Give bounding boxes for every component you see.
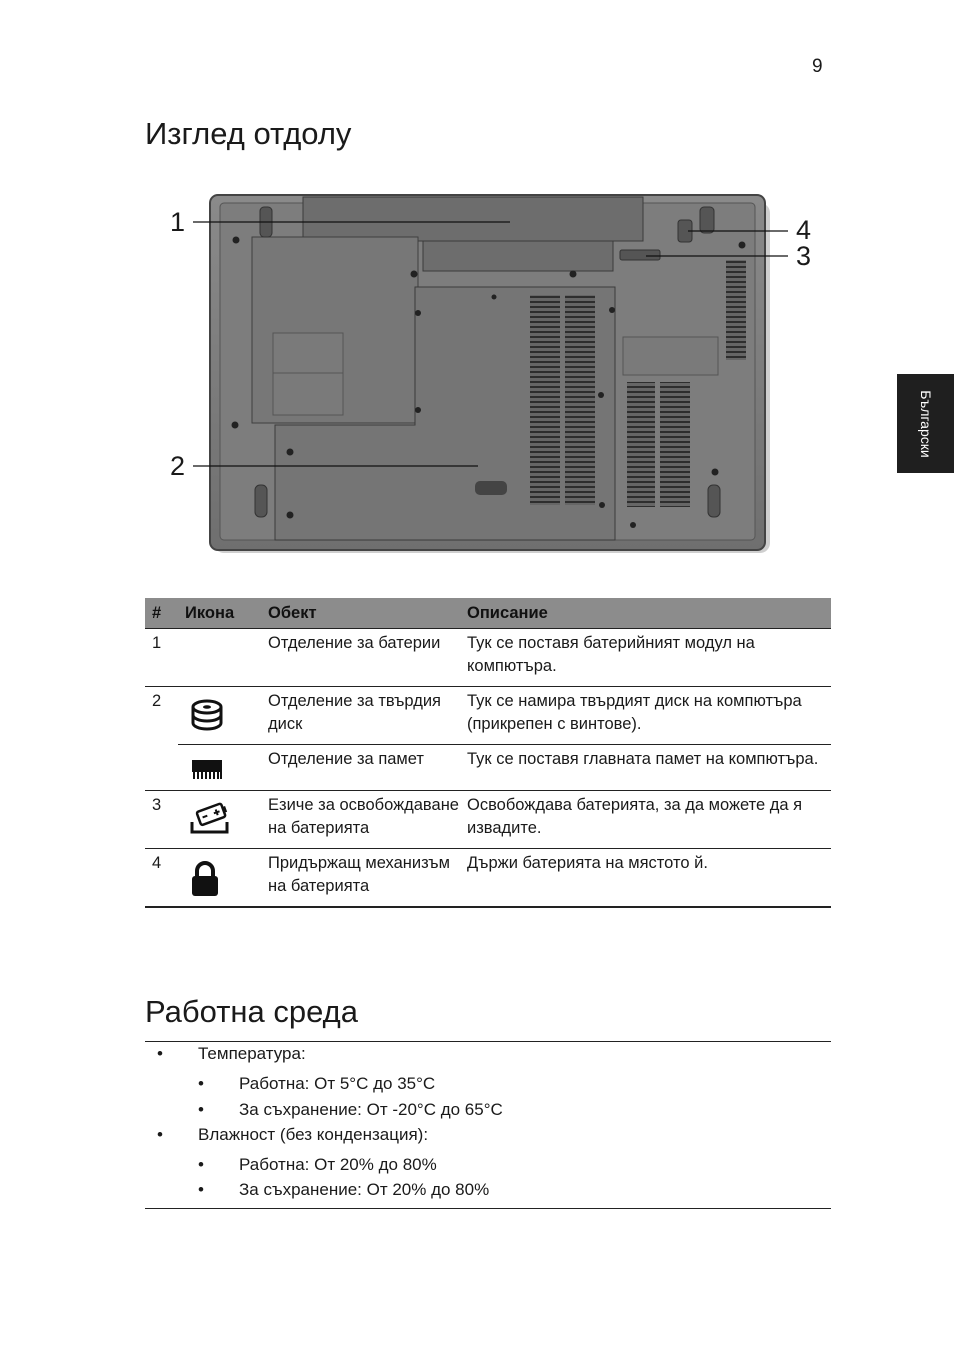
list-item: • Влажност (без кондензация): [157, 1125, 429, 1144]
row-num: 3 [145, 791, 178, 849]
list-item: • Температура: [157, 1044, 306, 1063]
list-item: • За съхранение: От 20% до 80% [198, 1180, 490, 1199]
environment-list [145, 1041, 831, 1209]
callout-1: 1 [170, 207, 186, 237]
page-number: 9 [812, 56, 823, 77]
row-icon [178, 849, 261, 908]
list-item-label: Температура: [198, 1044, 306, 1063]
list-item: • Работна: От 20% до 80% [198, 1155, 437, 1174]
table-row [145, 791, 831, 849]
row-num: 2 [145, 687, 178, 791]
row-object: Отделение за памет [261, 745, 460, 791]
callout-lines [160, 185, 830, 565]
list-item-label: Работна: От 5°C до 35°C [239, 1074, 436, 1093]
row-object: Езиче за освобождаване на батерията [261, 791, 460, 849]
table-row [145, 745, 831, 791]
row-object: Отделение за твърдия диск [261, 687, 460, 745]
row-num: 4 [145, 849, 178, 908]
lock-icon [190, 860, 220, 898]
table-row [145, 629, 831, 687]
laptop-bottom-illustration [160, 185, 830, 565]
row-icon [178, 745, 261, 791]
components-table [145, 598, 831, 908]
list-item-label: Влажност (без кондензация): [198, 1125, 429, 1144]
table-row [145, 687, 831, 745]
row-icon [178, 687, 261, 745]
header-object: Обект [261, 598, 460, 629]
row-icon [178, 791, 261, 849]
list-item: • Работна: От 5°C до 35°C [198, 1074, 436, 1093]
row-description: Тук се поставя батерийният модул на компютъра. [460, 629, 831, 687]
table-header [145, 598, 831, 629]
list-item-label: Работна: От 20% до 80% [239, 1155, 437, 1174]
battery-release-icon [190, 802, 230, 836]
row-description: Тук се поставя главната памет на компютъра. [460, 745, 831, 791]
row-object: Придържащ механизъм на батерията [261, 849, 460, 908]
list-item: • За съхранение: От -20°C до 65°C [198, 1100, 503, 1119]
hard-disk-icon [190, 698, 224, 734]
row-num: 1 [145, 629, 178, 687]
row-description: Освобождава батерията, за да можете да я извадите. [460, 791, 831, 849]
header-icon: Икона [178, 598, 261, 629]
header-num: # [145, 598, 178, 629]
callout-3: 3 [796, 241, 812, 271]
row-description: Тук се намира твърдият диск на компютъра (прикрепен с винтове). [460, 687, 831, 745]
section-title-environment: Работна среда [145, 994, 359, 1029]
list-item-label: За съхранение: От -20°C до 65°C [239, 1100, 503, 1119]
callout-4: 4 [796, 215, 812, 245]
callout-2: 2 [170, 451, 186, 481]
memory-icon [190, 756, 224, 782]
language-tab-label: Български [917, 389, 934, 458]
row-description: Държи батерията на мястото й. [460, 849, 831, 908]
row-icon [178, 629, 261, 687]
list-item-label: За съхранение: От 20% до 80% [239, 1180, 490, 1199]
row-object: Отделение за батерии [261, 629, 460, 687]
table-row [145, 849, 831, 908]
header-description: Описание [460, 598, 831, 629]
section-title-bottom-view: Изглед отдолу [145, 116, 352, 151]
language-tab [897, 374, 954, 473]
